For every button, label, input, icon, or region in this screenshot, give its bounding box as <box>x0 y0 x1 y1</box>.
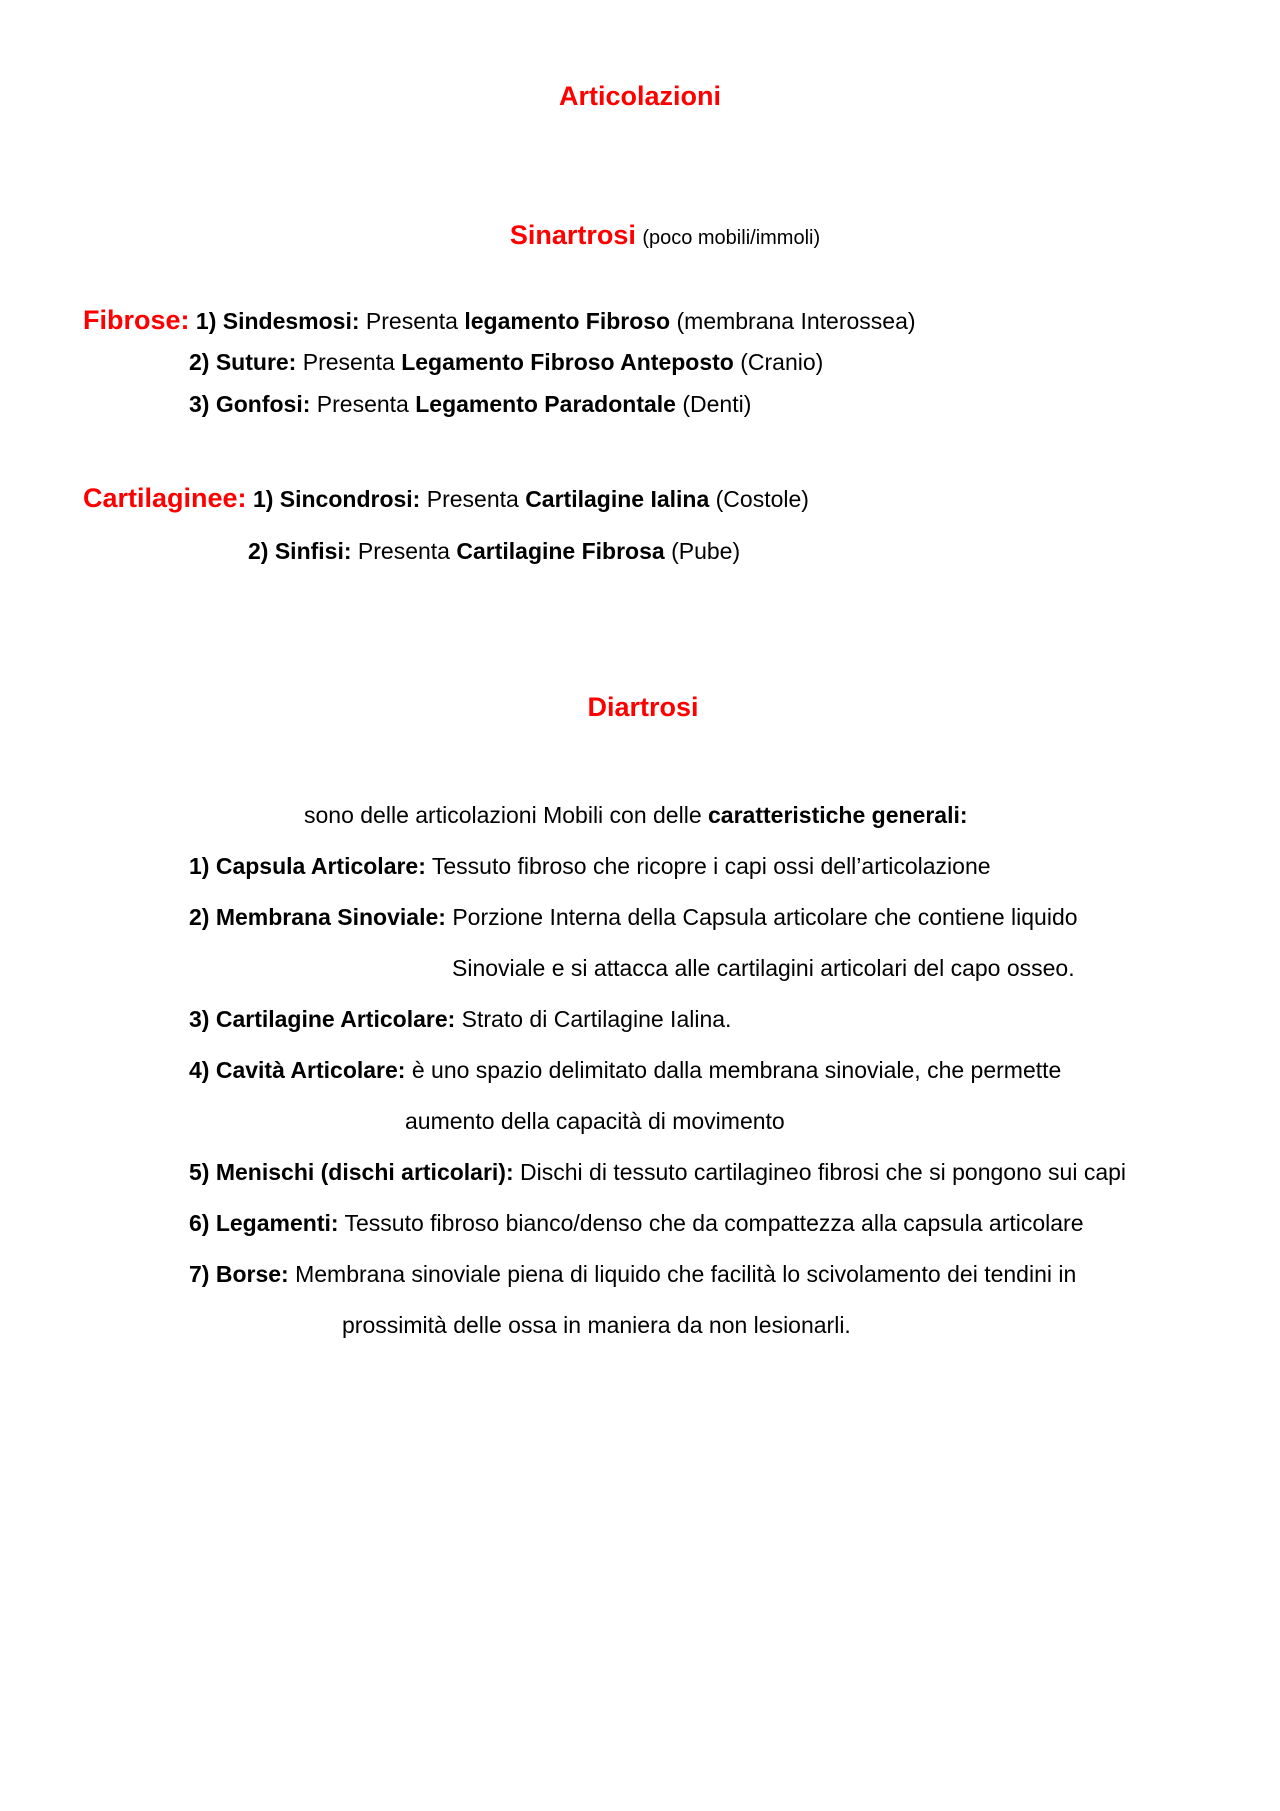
item-paren: (Denti) <box>682 391 752 417</box>
intro-bold: caratteristiche generali: <box>708 802 968 828</box>
item-name: Sindesmosi: <box>222 308 360 334</box>
item-bold: Legamento Paradontale <box>415 391 676 417</box>
diartrosi-item-4-continuation: aumento della capacità di movimento <box>405 1108 785 1134</box>
item-text: Membrana sinoviale piena di liquido che facilità lo scivolamento dei tendini in <box>295 1261 1077 1287</box>
item-bold: Legamento Fibroso Anteposto <box>401 349 734 375</box>
item-bold: Cartilagine Ialina <box>525 486 710 512</box>
item-label: 2) Membrana Sinoviale: <box>189 904 446 930</box>
fibrose-label: Fibrose: <box>83 305 190 335</box>
item-label: 7) Borse: <box>189 1261 289 1287</box>
item-label: 5) Menischi (dischi articolari): <box>189 1159 514 1185</box>
item-number: 3) <box>189 391 210 417</box>
diartrosi-item-2 <box>189 902 1078 932</box>
item-bold: legamento Fibroso <box>464 308 671 334</box>
item-label: 3) Cartilagine Articolare: <box>189 1006 456 1032</box>
item-prefix: Presenta <box>302 349 395 375</box>
item-label: 4) Cavità Articolare: <box>189 1057 406 1083</box>
item-prefix: Presenta <box>365 308 458 334</box>
diartrosi-item-6 <box>189 1208 1084 1238</box>
fibrose-item-2 <box>189 347 823 377</box>
fibrose-item-1 <box>83 305 916 336</box>
item-label: 1) Capsula Articolare: <box>189 853 426 879</box>
diartrosi-item-3 <box>189 1004 731 1034</box>
item-name: Sinfisi: <box>274 538 352 564</box>
item-paren: (Costole) <box>715 486 809 512</box>
item-name: Sincondrosi: <box>279 486 421 512</box>
item-prefix: Presenta <box>426 486 519 512</box>
diartrosi-item-7-continuation: prossimità delle ossa in maniera da non lesionarli. <box>342 1312 851 1338</box>
diartrosi-item-2-continuation: Sinoviale e si attacca alle cartilagini articolari del capo osseo. <box>452 955 1075 981</box>
item-paren: (Cranio) <box>740 349 824 375</box>
sinartrosi-subtitle: (poco mobili/immoli) <box>642 227 821 249</box>
item-text: Strato di Cartilagine Ialina. <box>461 1006 732 1032</box>
page-title: Articolazioni <box>558 81 721 111</box>
item-text: Porzione Interna della Capsula articolare che contiene liquido <box>452 904 1078 930</box>
item-prefix: Presenta <box>357 538 450 564</box>
diartrosi-item-7 <box>189 1259 1076 1289</box>
item-prefix: Presenta <box>316 391 409 417</box>
diartrosi-item-1 <box>189 851 991 881</box>
item-number: 2) <box>189 349 210 375</box>
sinartrosi-heading <box>25 220 1280 253</box>
item-text: Dischi di tessuto cartilagineo fibrosi che si pongono sui capi <box>520 1159 1127 1185</box>
item-paren: (membrana Interossea) <box>676 308 916 334</box>
cartilaginee-label: Cartilaginee: <box>83 483 247 513</box>
sinartrosi-title: Sinartrosi <box>509 220 636 250</box>
item-text: è uno spazio delimitato dalla membrana sinoviale, che permette <box>411 1057 1062 1083</box>
cartilaginee-item-1 <box>83 483 809 514</box>
cartilaginee-item-2 <box>248 536 740 566</box>
item-paren: (Pube) <box>671 538 741 564</box>
item-text: Tessuto fibroso bianco/denso che da compattezza alla capsula articolare <box>344 1210 1084 1236</box>
diartrosi-intro <box>304 800 968 830</box>
fibrose-item-3 <box>189 389 751 419</box>
item-number: 1) <box>195 308 217 334</box>
item-text: Tessuto fibroso che ricopre i capi ossi dell’articolazione <box>431 853 991 879</box>
item-number: 2) <box>248 538 269 564</box>
item-name: Gonfosi: <box>215 391 311 417</box>
diartrosi-item-5 <box>189 1157 1126 1187</box>
item-name: Suture: <box>215 349 297 375</box>
intro-text: sono delle articolazioni Mobili con delle <box>304 802 702 828</box>
item-bold: Cartilagine Fibrosa <box>456 538 665 564</box>
item-number: 1) <box>252 486 274 512</box>
item-label: 6) Legamenti: <box>189 1210 339 1236</box>
diartrosi-heading: Diartrosi <box>587 692 699 722</box>
diartrosi-item-4 <box>189 1055 1061 1085</box>
